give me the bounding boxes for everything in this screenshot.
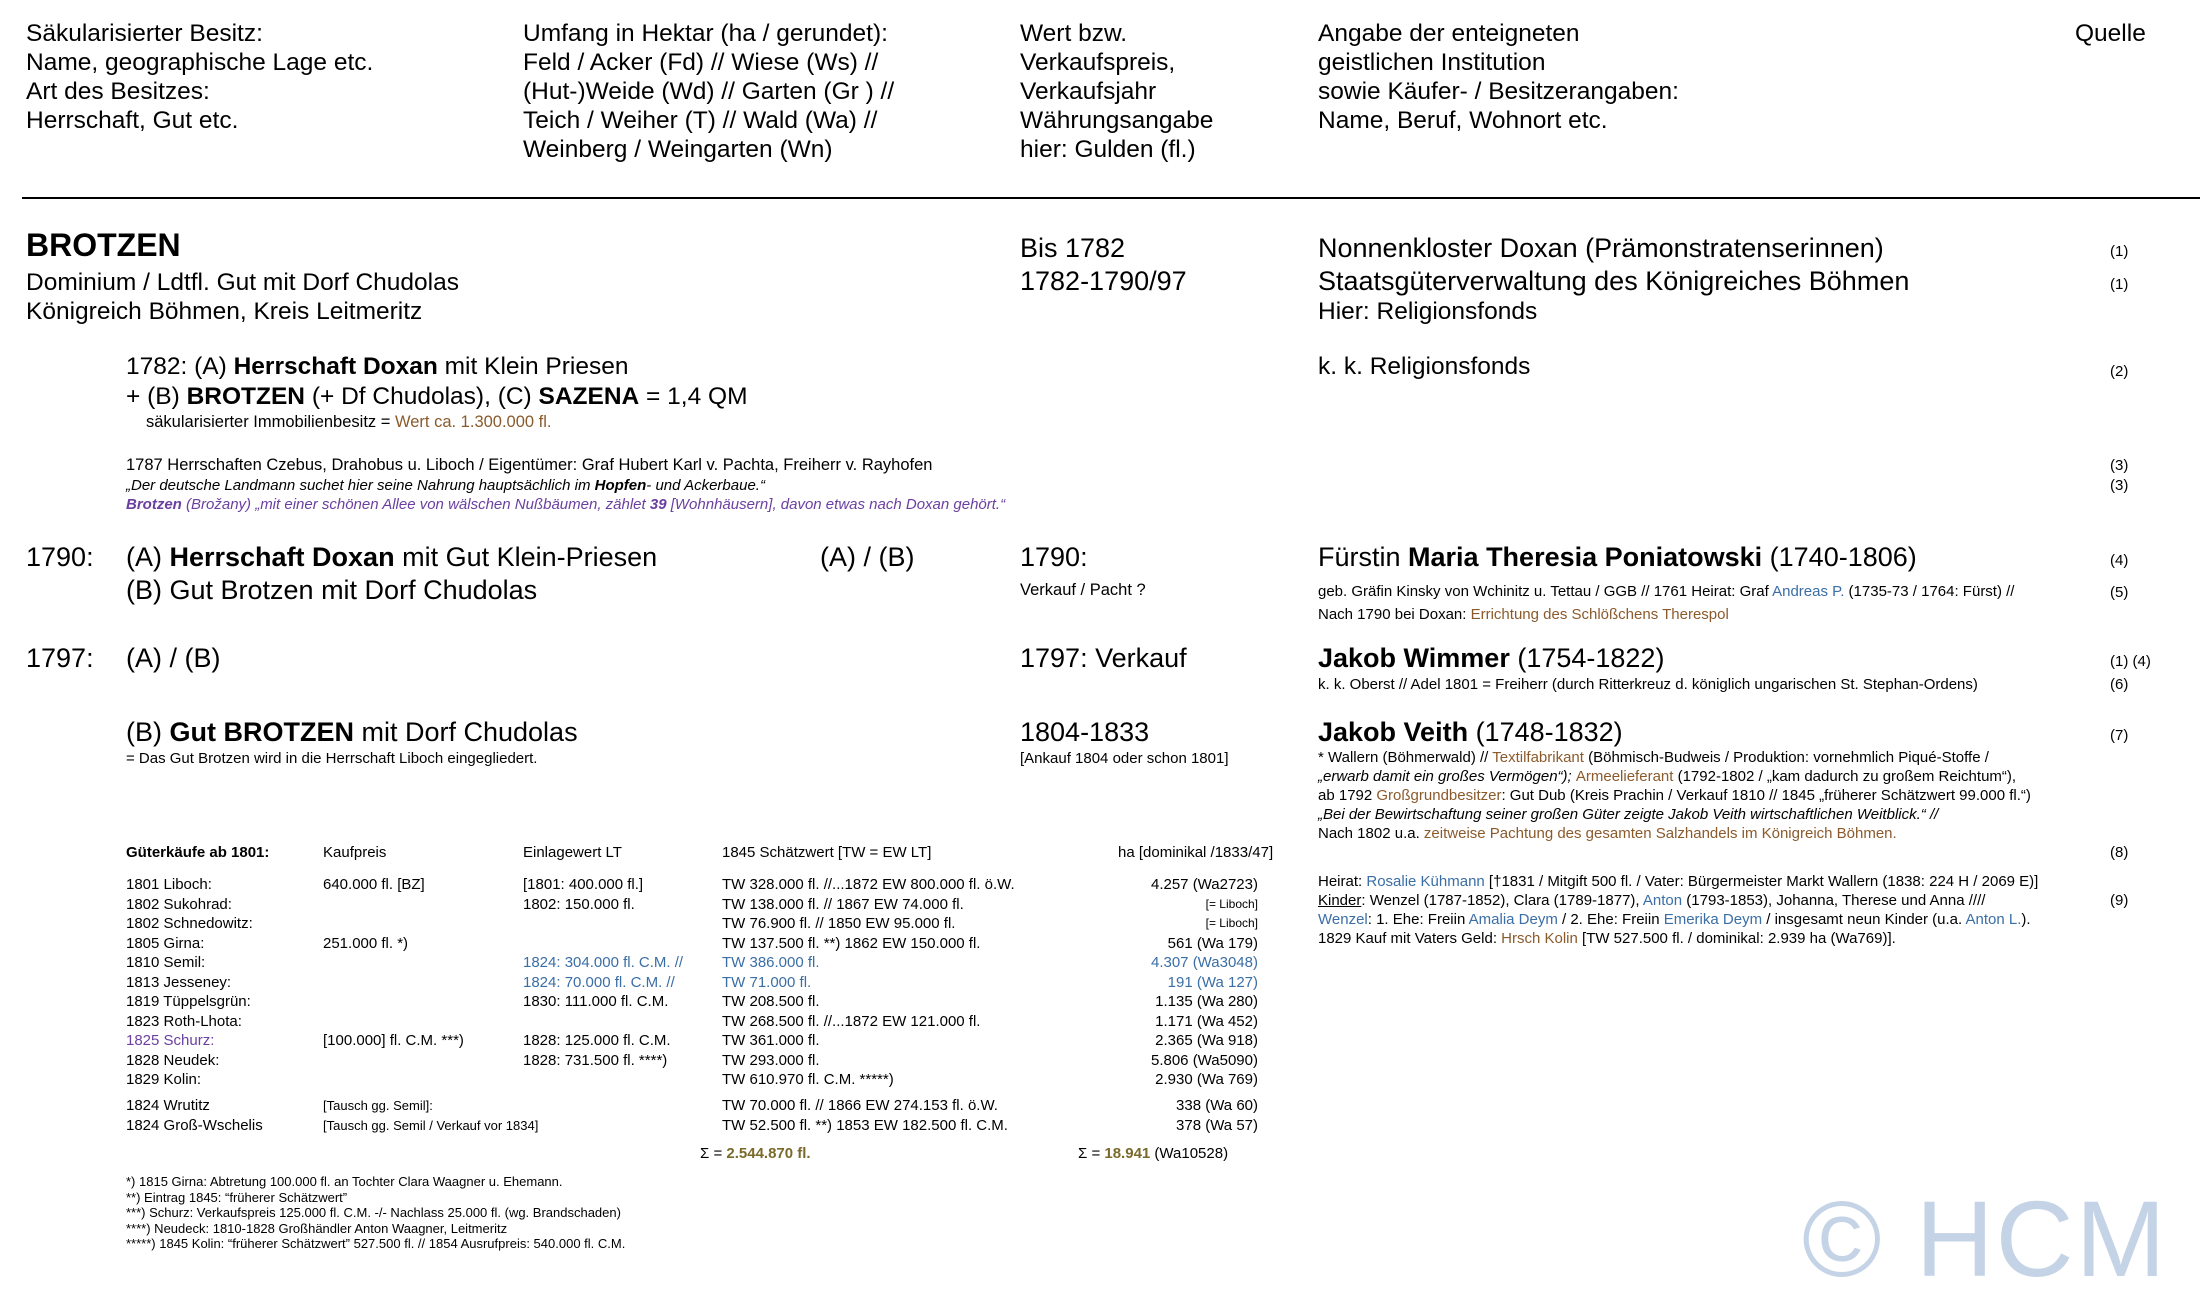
- text-span: : Wenzel (1787-1852), Clara (1789-1877),: [1361, 892, 1643, 909]
- source-ref: (8): [2110, 844, 2129, 861]
- table-cell: 2.365 (Wa 918): [1155, 1032, 1258, 1049]
- text-span: Heirat:: [1318, 873, 1367, 890]
- text-span: / 2. Ehe: Freiin: [1557, 911, 1664, 928]
- block-1790-line2: (B) Gut Brotzen mit Dorf Chudolas: [126, 575, 538, 605]
- text-span: Hrsch Kolin: [1501, 930, 1578, 947]
- table-cell: 1824: 70.000 fl. C.M. //: [523, 973, 675, 991]
- text-span: Herrschaft Doxan: [233, 353, 438, 380]
- table-cell: TW 138.000 fl. // 1867 EW 74.000 fl.: [722, 895, 964, 913]
- table-header: Einlagewert LT: [523, 844, 622, 861]
- text-span: Kinder: [1318, 892, 1362, 909]
- copyright-watermark: © HCM: [1802, 1178, 2168, 1299]
- source-ref: (4): [2110, 552, 2129, 569]
- block-1782-line1: [126, 352, 628, 381]
- table-cell: TW 293.000 fl.: [722, 1051, 820, 1069]
- veith-heirat: [1318, 872, 2038, 892]
- title-subline: Dominium / Ldtfl. Gut mit Dorf Chudolas: [26, 269, 459, 296]
- date-until-1782: Bis 1782: [1020, 233, 1126, 263]
- block-1782-line2: [126, 382, 748, 411]
- header-line: (Hut-)Weide (Wd) // Garten (Gr ) //: [523, 78, 895, 105]
- table-cell: TW 328.000 fl. //...1872 EW 800.000 fl. ö.W.: [722, 876, 1015, 893]
- table-cell: 1.171 (Wa 452): [1155, 1012, 1258, 1030]
- owner-poniatowski-detail2: [1318, 605, 1729, 625]
- table-cell: 1829 Kolin:: [126, 1071, 202, 1088]
- text-span: Gut BROTZEN: [169, 717, 354, 747]
- table-cell: 1802 Sukohrad:: [126, 895, 232, 913]
- text-span: / insgesamt neun Kinder (u.a.: [1762, 911, 1966, 928]
- text-span: ).: [2021, 911, 2031, 928]
- source-ref: (6): [2110, 676, 2129, 693]
- text-span: BROTZEN: [186, 383, 306, 410]
- year-1797: 1797:: [26, 643, 94, 673]
- date-1782-1790: 1782-1790/97: [1020, 266, 1187, 296]
- text-span: 1782: (A): [126, 353, 234, 380]
- text-span: (1793-1853), Johanna, Therese und Anna ////: [1682, 892, 1986, 909]
- text-span: (1735-73 / 1764: Fürst) //: [1844, 583, 2015, 600]
- text-span: (Böhmisch-Budweis / Produktion: vornehmlich Piqué-Stoffe /: [1583, 749, 1989, 766]
- text-span: = 1,4 QM: [639, 383, 748, 410]
- table-cell: 338 (Wa 60): [1176, 1097, 1258, 1114]
- text-span: Σ =: [700, 1145, 727, 1162]
- table-cell: 1801 Liboch:: [126, 876, 212, 893]
- header-line: Säkularisierter Besitz:: [26, 20, 263, 47]
- veith-wenzel: [1318, 910, 2031, 930]
- block-1790-ab: (A) / (B): [820, 542, 915, 572]
- text-span: [Wohnhäusern], davon etwas nach Doxan gehört.“: [666, 496, 1006, 513]
- text-span: - und Ackerbaue.“: [646, 477, 765, 494]
- footnote: ***) Schurz: Verkaufspreis 125.000 fl. C.M. -/- Nachlass 25.000 fl. (wg. Brandschaden): [126, 1205, 621, 1220]
- header-divider: [22, 197, 2200, 199]
- table-cell: 1810 Semil:: [126, 954, 206, 971]
- table-cell: 1823 Roth-Lhota:: [126, 1012, 242, 1030]
- owner-wimmer-detail: k. k. Oberst // Adel 1801 = Freiherr (durch Ritterkreuz d. königlich ungarischen St. Stephan-Ordens): [1318, 676, 1978, 693]
- text-span: (Brožany) „mit einer schönen Allee von wälschen Nußbäumen, zählet: [181, 496, 650, 513]
- source-ref: (5): [2110, 584, 2129, 601]
- block-1804-line2: = Das Gut Brotzen wird in die Herrschaft Liboch eingegliedert.: [126, 750, 538, 767]
- text-span: 1829 Kauf mit Vaters Geld:: [1318, 930, 1502, 947]
- table-cell: 4.307 (Wa3048): [1150, 954, 1258, 971]
- text-span: zeitweise Pachtung des gesamten Salzhandels im Königreich Böhmen.: [1423, 825, 1897, 842]
- date-1804: 1804-1833: [1020, 717, 1150, 747]
- text-span: mit Dorf Chudolas: [353, 717, 578, 747]
- table-cell: TW 361.000 fl.: [722, 1032, 820, 1049]
- text-span: Andreas P.: [1772, 583, 1845, 600]
- text-span: Armeelieferant: [1575, 768, 1674, 785]
- header-line: Name, geographische Lage etc.: [26, 49, 374, 76]
- text-span: (A): [126, 542, 170, 572]
- institution-staatsgueter: Staatsgüterverwaltung des Königreiches Böhmen: [1318, 266, 1910, 296]
- source-ref: (7): [2110, 727, 2129, 744]
- table-cell: 1825 Schurz:: [126, 1032, 215, 1049]
- table-cell: TW 610.970 fl. C.M. *****): [722, 1071, 894, 1088]
- text-span: geb. Gräfin Kinsky von Wchinitz u. Tettau / GGB // 1761 Heirat: Graf: [1318, 583, 1773, 600]
- table-cell: 1824 Groß-Wschelis: [126, 1116, 263, 1134]
- table-cell: 1802: 150.000 fl.: [523, 895, 635, 913]
- source-ref: (1): [2110, 243, 2129, 260]
- block-1787-quote: [126, 476, 765, 496]
- table-header: ha [dominikal /1833/47]: [1118, 844, 1274, 861]
- table-cell: 640.000 fl. [BZ]: [323, 876, 425, 893]
- owner-poniatowski-detail1: [1318, 582, 2014, 602]
- text-span: Hopfen: [594, 477, 647, 494]
- veith-detail5: [1318, 824, 1897, 844]
- table-cell: 1813 Jesseney:: [126, 973, 232, 991]
- text-span: (1754-1822): [1509, 643, 1665, 673]
- text-span: : 1. Ehe: Freiin: [1367, 911, 1469, 928]
- text-span: Jakob Veith: [1318, 717, 1469, 747]
- sum-tw: [700, 1144, 811, 1164]
- header-line: Wert bzw.: [1020, 20, 1128, 47]
- institution-religionsfonds: Hier: Religionsfonds: [1318, 298, 1538, 325]
- text-span: Anton: [1642, 892, 1683, 909]
- table-cell: 1824: 304.000 fl. C.M. //: [523, 954, 684, 971]
- text-span: (1740-1806): [1762, 542, 1917, 572]
- block-1782-line3: [146, 413, 552, 432]
- text-span: Nach 1802 u.a.: [1318, 825, 1424, 842]
- block-1787-brotzen-quote: [126, 495, 1005, 515]
- table-cell: TW 52.500 fl. **) 1853 EW 182.500 fl. C.M.: [722, 1116, 1008, 1134]
- text-span: (B): [126, 717, 170, 747]
- sum-ha: [1078, 1144, 1228, 1164]
- text-span: Wenzel: [1318, 911, 1368, 928]
- source-ref: (3): [2110, 457, 2129, 474]
- page-title: BROTZEN: [26, 227, 181, 263]
- text-span: 2.544.870 fl.: [726, 1145, 811, 1162]
- owner-poniatowski: [1318, 541, 1917, 574]
- veith-kolin: [1318, 929, 1896, 949]
- table-cell: 378 (Wa 57): [1176, 1116, 1258, 1134]
- table-cell: [Tausch gg. Semil]:: [323, 1098, 433, 1113]
- header-col-property: [26, 19, 373, 135]
- table-header: Kaufpreis: [323, 844, 387, 861]
- title-location: Königreich Böhmen, Kreis Leitmeritz: [26, 298, 423, 325]
- block-1787-line1: 1787 Herrschaften Czebus, Drahobus u. Liboch / Eigentümer: Graf Hubert Karl v. Pachta, Freiherr v. Rayhofen: [126, 456, 933, 474]
- text-span: Emerika Deym: [1663, 911, 1763, 928]
- table-cell: 1.135 (Wa 280): [1155, 993, 1258, 1010]
- owner-veith: [1318, 716, 1623, 749]
- table-cell: 1828: 731.500 fl. ****): [523, 1051, 668, 1069]
- source-ref: (3): [2110, 477, 2129, 494]
- header-line: Weinberg / Weingarten (Wn): [523, 136, 833, 163]
- footnote: *) 1815 Girna: Abtretung 100.000 fl. an Tochter Clara Waagner u. Ehemann.: [126, 1174, 563, 1189]
- table-cell: [= Liboch]: [1205, 916, 1258, 930]
- header-line: sowie Käufer- / Besitzerangaben:: [1318, 78, 1679, 105]
- date-1804-sub: [Ankauf 1804 oder schon 1801]: [1020, 750, 1229, 767]
- text-span: Amalia Deym: [1468, 911, 1558, 928]
- text-span: mit Gut Klein-Priesen: [394, 542, 658, 572]
- text-span: ab 1792: [1318, 787, 1377, 804]
- header-line: Herrschaft, Gut etc.: [26, 107, 239, 134]
- text-span: (+ Df Chudolas), (C): [305, 383, 539, 410]
- source-ref: (1) (4): [2110, 653, 2151, 670]
- source-ref: (9): [2110, 892, 2129, 909]
- footnote: *****) 1845 Kolin: “früherer Schätzwert” 527.500 fl. // 1854 Ausrufpreis: 540.000 fl. C.M.: [126, 1236, 626, 1251]
- text-span: Textilfabrikant: [1492, 749, 1584, 766]
- table-cell: TW 71.000 fl.: [722, 973, 812, 991]
- source-ref: (2): [2110, 363, 2129, 380]
- header-line: Währungsangabe: [1020, 107, 1214, 134]
- header-line: Umfang in Hektar (ha / gerundet):: [523, 20, 888, 47]
- block-1797-ab: (A) / (B): [126, 643, 221, 673]
- text-span: (1748-1832): [1468, 717, 1623, 747]
- table-cell: TW 70.000 fl. // 1866 EW 274.153 fl. ö.W.: [722, 1097, 998, 1114]
- text-span: Herrschaft Doxan: [169, 542, 395, 572]
- text-span: : Gut Dub (Kreis Prachin / Verkauf 1810 // 1845 „früherer Schätzwert 99.000 fl.“): [1501, 787, 2031, 804]
- date-1790: 1790:: [1020, 542, 1088, 572]
- header-col-institution: [1318, 19, 1679, 135]
- block-1804-line1: [126, 716, 578, 749]
- veith-detail1: [1318, 748, 1989, 768]
- block-1790-line1: [126, 541, 657, 574]
- text-span: mit Klein Priesen: [437, 353, 629, 380]
- text-span: Jakob Wimmer: [1318, 643, 1510, 673]
- text-span: Maria Theresia Poniatowski: [1408, 542, 1763, 572]
- date-1790-sub: Verkauf / Pacht ?: [1020, 581, 1146, 599]
- text-span: (1792-1802 / „kam dadurch zu großem Reichtum“),: [1673, 768, 2017, 785]
- date-1797: 1797: Verkauf: [1020, 643, 1187, 673]
- veith-detail2: [1318, 767, 2016, 787]
- table-cell: 1830: 111.000 fl. C.M.: [523, 993, 669, 1010]
- table-cell: 2.930 (Wa 769): [1155, 1071, 1258, 1088]
- table-cell: TW 268.500 fl. //...1872 EW 121.000 fl.: [722, 1012, 981, 1030]
- footnote: **) Eintrag 1845: “früherer Schätzwert”: [126, 1189, 348, 1205]
- header-line: Verkaufspreis,: [1020, 49, 1176, 76]
- text-span: säkularisierter Immobilienbesitz =: [146, 413, 395, 431]
- table-cell: 5.806 (Wa5090): [1150, 1051, 1258, 1069]
- text-span: Σ =: [1078, 1145, 1105, 1162]
- text-span: SAZENA: [538, 383, 640, 410]
- header-line: Feld / Acker (Fd) // Wiese (Ws) //: [523, 49, 879, 76]
- text-span: Fürstin: [1318, 542, 1409, 572]
- table-cell: [1801: 400.000 fl.]: [523, 876, 644, 893]
- table-cell: 561 (Wa 179): [1167, 934, 1258, 952]
- header-line: Verkaufsjahr: [1020, 78, 1157, 105]
- header-line: Name, Beruf, Wohnort etc.: [1318, 107, 1608, 134]
- table-cell: [= Liboch]: [1205, 896, 1258, 911]
- table-cell: 1824 Wrutitz: [126, 1097, 210, 1114]
- owner-wimmer: [1318, 642, 1664, 675]
- table-cell: TW 386.000 fl.: [722, 954, 820, 971]
- text-span: Brotzen: [126, 496, 182, 513]
- text-span: + (B): [126, 383, 187, 410]
- text-span: Errichtung des Schlößchens Therespol: [1470, 606, 1729, 623]
- table-cell: 251.000 fl. *): [323, 934, 409, 952]
- table-cell: TW 137.500 fl. **) 1862 EW 150.000 fl.: [722, 934, 981, 952]
- header-line: Angabe der enteigneten: [1318, 20, 1580, 47]
- veith-detail4: „Bei der Bewirtschaftung seiner großen Güter zeigte Jakob Veith wirtschaftlichen Weitblick.“ //: [1318, 806, 1939, 823]
- veith-detail3: [1318, 786, 2031, 806]
- text-span: Nach 1790 bei Doxan:: [1318, 606, 1471, 623]
- header-line: Art des Besitzes:: [26, 78, 210, 105]
- text-span: „erwarb damit ein großes Vermögen“);: [1318, 768, 1576, 785]
- table-cell: [Tausch gg. Semil / Verkauf vor 1834]: [323, 1117, 539, 1133]
- footnote: ****) Neudeck: 1810-1828 Großhändler Anton Waagner, Leitmeritz: [126, 1220, 508, 1236]
- institution-kk-religionsfonds: k. k. Religionsfonds: [1318, 353, 1531, 380]
- text-span: Wert ca. 1.300.000 fl.: [394, 413, 552, 431]
- text-span: 18.941: [1104, 1145, 1151, 1162]
- header-col-area: [523, 19, 894, 164]
- header-line: geistlichen Institution: [1318, 49, 1546, 76]
- text-span: [TW 527.500 fl. / dominikal: 2.939 ha (Wa769)].: [1577, 930, 1896, 947]
- table-cell: 1828: 125.000 fl. C.M.: [523, 1032, 671, 1049]
- header-col-source: Quelle: [2075, 20, 2146, 47]
- header-col-value: [1020, 19, 1213, 164]
- text-span: [†1831 / Mitgift 500 fl. / Vater: Bürgermeister Markt Wallern (1838: 224 H / 2069 E)]: [1484, 873, 2039, 890]
- table-header: Güterkäufe ab 1801:: [126, 844, 270, 861]
- header-line: Teich / Weiher (T) // Wald (Wa) //: [523, 107, 878, 134]
- text-span: (Wa10528): [1150, 1145, 1229, 1162]
- text-span: * Wallern (Böhmerwald) //: [1318, 749, 1493, 766]
- table-cell: 1805 Girna:: [126, 934, 205, 952]
- table-cell: 1802 Schnedowitz:: [126, 915, 253, 932]
- source-ref: (1): [2110, 276, 2129, 293]
- text-span: Großgrundbesitzer: [1376, 787, 1502, 804]
- table-cell: TW 208.500 fl.: [722, 993, 820, 1010]
- table-header: 1845 Schätzwert [TW = EW LT]: [722, 844, 932, 861]
- table-cell: [100.000] fl. C.M. ***): [323, 1032, 464, 1049]
- footnotes: [126, 1174, 625, 1252]
- header-line: hier: Gulden (fl.): [1020, 136, 1196, 163]
- table-cell: 1828 Neudek:: [126, 1051, 220, 1069]
- text-span: 39: [649, 496, 667, 513]
- table-cell: 4.257 (Wa2723): [1150, 876, 1258, 893]
- text-span: „Der deutsche Landmann suchet hier seine Nahrung hauptsächlich im: [126, 477, 595, 494]
- text-span: Rosalie Kühmann: [1366, 873, 1485, 890]
- text-span: Anton L.: [1965, 911, 2022, 928]
- veith-kinder: [1318, 891, 1985, 911]
- institution-doxan: Nonnenkloster Doxan (Prämonstratenserinnen): [1318, 233, 1884, 263]
- table-cell: 191 (Wa 127): [1167, 973, 1258, 991]
- year-1790: 1790:: [26, 542, 94, 572]
- table-cell: 1819 Tüppelsgrün:: [126, 993, 251, 1010]
- table-cell: TW 76.900 fl. // 1850 EW 95.000 fl.: [722, 915, 956, 932]
